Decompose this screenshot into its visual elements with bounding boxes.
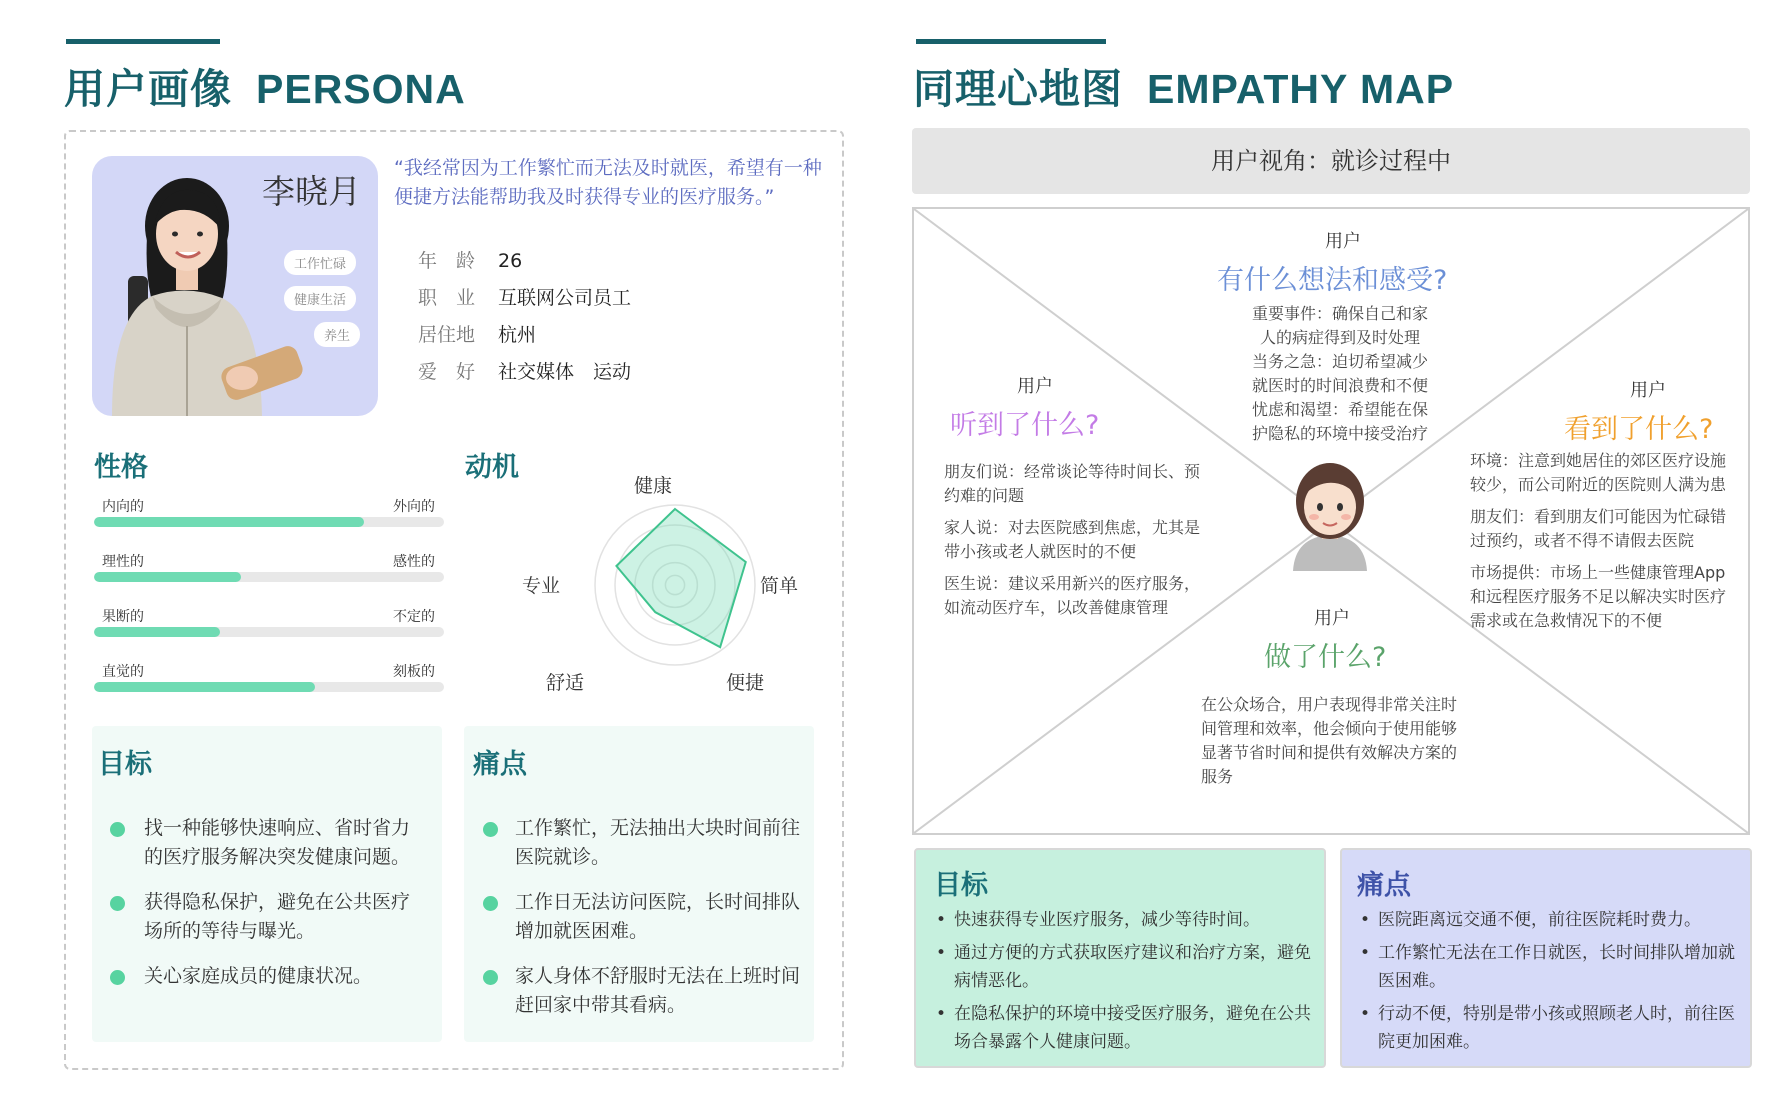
info-row-job [418,283,631,310]
trait-bar [94,627,444,637]
trait-right-label: 不定的 [393,609,435,625]
info-row-city [418,320,536,347]
see-line: 和远程医疗服务不足以解决实时医疗 [1470,587,1727,606]
do-line: 服务 [1201,767,1234,786]
hear-line: 如流动医疗车，以改善健康管理 [944,598,1169,617]
see-line: 环境：注意到她居住的郊区医疗设施 [1470,451,1727,470]
empathy-title-cn: 同理心地图 [913,65,1123,113]
do-line: 间管理和效率，他会倾向于使用能够 [1201,719,1458,738]
trait-bar [94,682,444,692]
trait-right-label: 外向的 [393,499,435,515]
trait-left-label: 果断的 [102,609,144,625]
hear-line: 家人说：对去医院感到焦虑，尤其是 [944,518,1201,537]
empathy-pain-item: • 工作繁忙无法在工作日就医，长时间排队增加就医困难。 [1358,939,1740,995]
trait-bar-fill [94,627,220,637]
persona-quote: “我经常因为工作繁忙而无法及时就医，希望有一种便捷方法能帮助我及时获得专业的医疗服务。” [394,157,822,208]
do-line: 在公众场合，用户表现得非常关注时 [1201,695,1458,714]
trait-right-label: 刻板的 [393,664,435,680]
empathy-pain-item: • 医院距离远交通不便，前往医院耗时费力。 [1358,906,1740,934]
persona-pain-item: 工作繁忙，无法抽出大块时间前往医院就诊。 [515,817,801,868]
trait-bar-fill [94,572,241,582]
empathy-title-en: EMPATHY MAP [1147,66,1455,112]
bullet-dot [110,970,125,985]
think-line: 忧虑和渴望：希望能在保 [1251,400,1428,419]
radar-axis-label: 健康 [634,475,673,497]
empathy-pains-list [1358,906,1740,1061]
trait-bar-fill [94,682,315,692]
persona-pain-item: 家人身体不舒服时无法在上班时间赶回家中带其看病。 [515,965,801,1016]
hear-title: 听到了什么? [950,410,1100,441]
empathy-goal-item: • 快速获得专业医疗服务，减少等待时间。 [934,906,1318,934]
info-value: 杭州 [498,324,537,346]
radar-axis-label: 简单 [760,575,799,597]
hear-line: 朋友们说：经常谈论等待时间长、预 [944,462,1201,481]
think-line: 当务之急：迫切希望减少 [1251,352,1428,371]
think-user-label: 用户 [1325,231,1361,252]
info-row-hobby [418,357,631,384]
empathy-goals-title: 目标 [934,870,988,901]
see-line: 市场提供：市场上一些健康管理App [1470,563,1726,582]
trait-right-label: 感性的 [393,554,435,570]
info-value: 社交媒体 运动 [498,361,632,383]
info-row-age [418,246,522,273]
trait-bar-fill [94,517,364,527]
trait-bar [94,572,444,582]
persona-title-bar [66,39,220,44]
persona-section-title [64,56,466,115]
trait-left-label: 内向的 [102,499,144,515]
info-value: 互联网公司员工 [498,287,632,309]
trait-left-label: 理性的 [102,554,144,570]
do-title: 做了什么? [1264,642,1387,673]
persona-goal-item: 找一种能够快速响应、省时省力的医疗服务解决突发健康问题。 [144,817,411,868]
hear-text [944,460,1234,620]
see-line: 过预约，或者不得不请假去医院 [1470,531,1695,550]
hear-user-label: 用户 [1017,376,1053,397]
see-title: 看到了什么? [1564,414,1714,445]
see-line: 较少，而公司附近的医院则人满为患 [1470,475,1727,494]
hear-line: 带小孩或老人就医时的不便 [944,542,1137,561]
empathy-section-title [913,56,1454,115]
do-user-label: 用户 [1314,608,1350,629]
think-line: 人的病症得到及时处理 [1259,328,1420,347]
see-user-label: 用户 [1630,380,1666,401]
think-text [1240,302,1440,446]
trait-bar [94,517,444,527]
persona-title-en: PERSONA [256,66,466,112]
think-line: 护隐私的环境中接受治疗 [1251,424,1428,443]
bullet-dot [483,970,498,985]
empathy-title-bar [916,39,1106,44]
motivation-title: 动机 [465,452,519,483]
see-line: 朋友们：看到朋友们可能因为忙碌错 [1470,507,1727,526]
persona-name: 李晓月 [262,172,361,211]
info-label: 爱 好 [418,361,476,383]
do-text [1201,693,1491,789]
persona-goal-item: 获得隐私保护，避免在公共医疗场所的等待与曝光。 [144,891,411,942]
info-value: 26 [498,250,523,272]
persona-tag: 养生 [314,322,360,347]
think-line: 重要事件：确保自己和家 [1251,304,1428,323]
user-avatar-icon [1285,455,1375,571]
bullet-dot [110,822,125,837]
think-title: 有什么想法和感受? [1217,265,1448,296]
persona-goal-item: 关心家庭成员的健康状况。 [144,965,373,987]
radar-axis-label: 专业 [522,575,561,597]
persona-pain-item: 工作日无法访问医院，长时间排队增加就医困难。 [515,891,801,942]
hear-line: 约难的问题 [944,486,1025,505]
hear-line: 医生说：建议采用新兴的医疗服务， [944,574,1201,593]
trait-left-label: 直觉的 [102,664,144,680]
empathy-pain-item: • 行动不便，特别是带小孩或照顾老人时，前往医院更加困难。 [1358,1000,1740,1056]
empathy-goal-item: • 通过方便的方式获取医疗建议和治疗方案，避免病情恶化。 [934,939,1318,995]
persona-title-cn: 用户画像 [64,65,232,113]
think-line: 就医时的时间浪费和不便 [1251,376,1428,395]
personality-title: 性格 [94,452,148,483]
do-line: 显著节省时间和提供有效解决方案的 [1201,743,1458,762]
info-label: 年 龄 [418,250,476,272]
persona-tag: 健康生活 [284,286,356,311]
radar-axis-label: 便捷 [726,672,765,694]
empathy-header: 用户视角：就诊过程中 [912,128,1750,194]
info-label: 职 业 [418,287,476,309]
bullet-dot [483,896,498,911]
persona-pains-title: 痛点 [473,749,527,780]
bullet-dot [483,822,498,837]
empathy-goals-list [934,906,1318,1061]
see-text [1470,449,1748,633]
persona-tag: 工作忙碌 [284,250,356,275]
info-label: 居住地 [418,324,476,346]
empathy-pains-title: 痛点 [1357,870,1411,901]
persona-goals-title: 目标 [98,749,152,780]
see-line: 需求或在急救情况下的不便 [1470,611,1663,630]
radar-axis-label: 舒适 [546,672,585,694]
empathy-goal-item: • 在隐私保护的环境中接受医疗服务，避免在公共场合暴露个人健康问题。 [934,1000,1318,1056]
bullet-dot [110,896,125,911]
